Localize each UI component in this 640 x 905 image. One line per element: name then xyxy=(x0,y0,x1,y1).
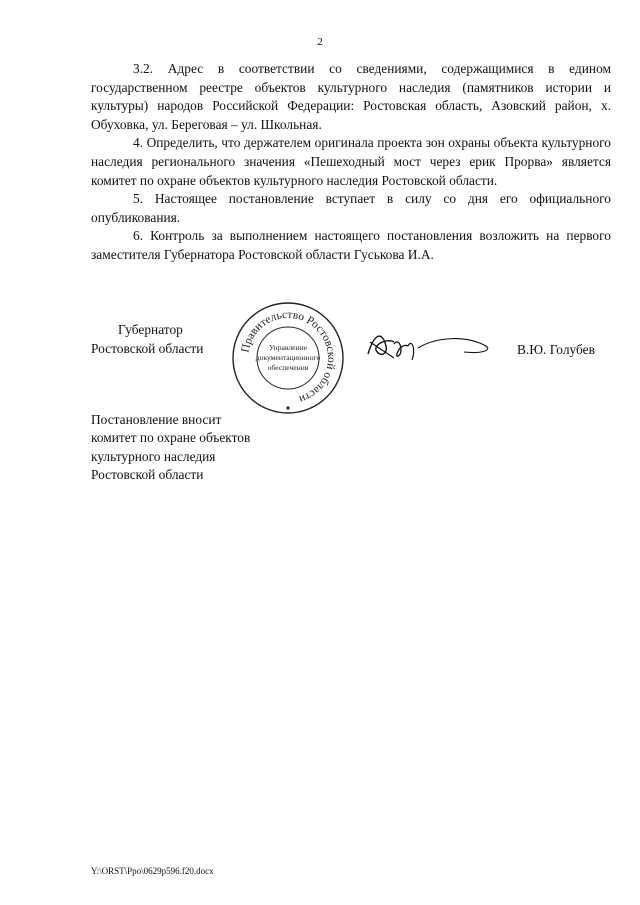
document-body xyxy=(91,60,611,265)
handwritten-signature xyxy=(364,324,494,368)
stamp-ring-text: Правительство Ростовской области xyxy=(239,308,338,406)
footer-file-path: Y:\ORST\Ppo\0629p596.f20.docx xyxy=(91,866,214,876)
paragraph-6: 6. Контроль за выполнением настоящего постановления возложить на первого заместителя Губернатора Ростовской области Гуськова И.А. xyxy=(91,228,611,262)
signatory-title-line1: Губернатор xyxy=(118,322,183,337)
submission-note-line3: культурного наследия xyxy=(91,448,216,464)
stamp-center-line3: обеспечения xyxy=(267,363,309,372)
paragraph-4: 4. Определить, что держателем оригинала проекта зон охраны объекта культурного наследия регионального значения «Пешеходный мост через ерик Прорва» является комитет по охране объектов культурного наследия Ростовской области. xyxy=(91,135,611,188)
stamp-center-line1: Управление xyxy=(268,343,308,352)
submission-note xyxy=(91,411,351,485)
submission-note-line2: комитет по охране объектов xyxy=(91,430,251,446)
stamp-center-line2: документационного xyxy=(255,353,321,362)
official-stamp xyxy=(230,300,346,416)
signature-block xyxy=(0,300,640,415)
signatory-title-line2: Ростовской области xyxy=(91,341,204,356)
submission-note-line4: Ростовской области xyxy=(91,467,204,483)
paragraph-5: 5. Настоящее постановление вступает в силу со дня его официального опубликования. xyxy=(91,191,611,225)
signer-name: В.Ю. Голубев xyxy=(517,342,595,357)
submission-note-line1: Постановление вносит xyxy=(91,412,222,427)
stamp-dot xyxy=(286,406,289,409)
signatory-title xyxy=(91,320,221,358)
page-number: 2 xyxy=(317,36,323,48)
paragraph-3-2: 3.2. Адрес в соответствии со сведениями, содержащимися в едином государственном реестре объектов культурного наследия (памятников истории и культуры) народов Российской Федерации: Ростовская область, Азовский район, х. Обуховка, ул. Береговая – ул. Школьная. xyxy=(91,61,611,132)
